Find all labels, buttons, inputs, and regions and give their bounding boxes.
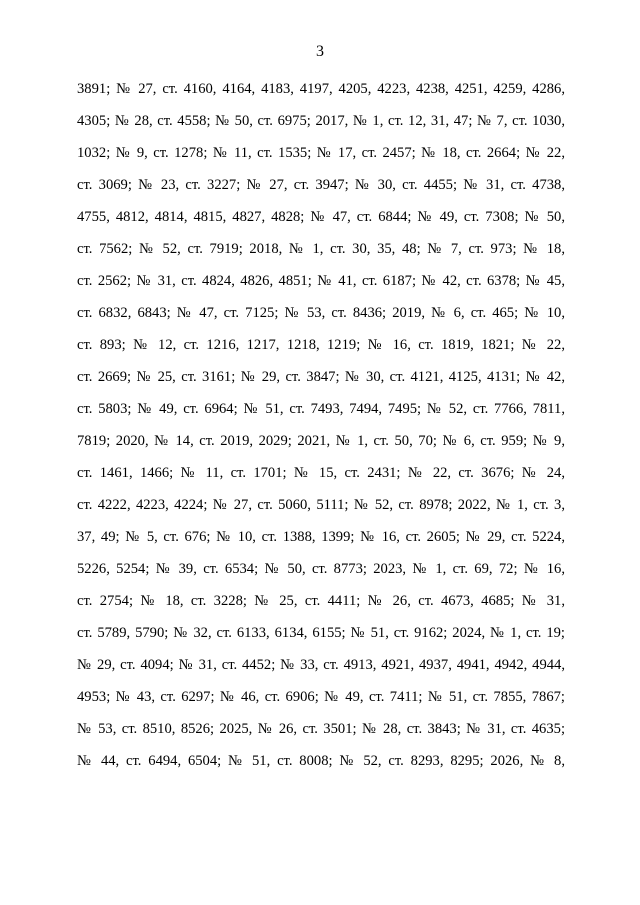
text-line: 4755, 4812, 4814, 4815, 4827, 4828; № 47, ст. 6844; № 49, ст. 7308; № 50, (77, 209, 565, 225)
text-line: ст. 6832, 6843; № 47, ст. 7125; № 53, ст. 8436; 2019, № 6, ст. 465; № 10, (77, 305, 565, 321)
body-text (77, 78, 565, 782)
text-line: 4305; № 28, ст. 4558; № 50, ст. 6975; 2017, № 1, ст. 12, 31, 47; № 7, ст. 1030, (77, 113, 565, 129)
text-line: ст. 2669; № 25, ст. 3161; № 29, ст. 3847; № 30, ст. 4121, 4125, 4131; № 42, (77, 369, 565, 385)
page-number: 3 (316, 43, 324, 60)
text-line: 1032; № 9, ст. 1278; № 11, ст. 1535; № 17, ст. 2457; № 18, ст. 2664; № 22, (77, 145, 565, 161)
text-line: ст. 1461, 1466; № 11, ст. 1701; № 15, ст. 2431; № 22, ст. 3676; № 24, (77, 465, 565, 481)
text-line: 7819; 2020, № 14, ст. 2019, 2029; 2021, № 1, ст. 50, 70; № 6, ст. 959; № 9, (77, 433, 565, 449)
text-line: 4953; № 43, ст. 6297; № 46, ст. 6906; № 49, ст. 7411; № 51, ст. 7855, 7867; (77, 689, 565, 705)
text-line: ст. 5789, 5790; № 32, ст. 6133, 6134, 6155; № 51, ст. 9162; 2024, № 1, ст. 19; (77, 625, 565, 641)
text-line: 5226, 5254; № 39, ст. 6534; № 50, ст. 8773; 2023, № 1, ст. 69, 72; № 16, (77, 561, 565, 577)
text-line: ст. 3069; № 23, ст. 3227; № 27, ст. 3947; № 30, ст. 4455; № 31, ст. 4738, (77, 177, 565, 193)
text-line: ст. 893; № 12, ст. 1216, 1217, 1218, 1219; № 16, ст. 1819, 1821; № 22, (77, 337, 565, 353)
text-line: ст. 2754; № 18, ст. 3228; № 25, ст. 4411; № 26, ст. 4673, 4685; № 31, (77, 593, 565, 609)
text-line: 37, 49; № 5, ст. 676; № 10, ст. 1388, 1399; № 16, ст. 2605; № 29, ст. 5224, (77, 529, 565, 545)
text-line: № 44, ст. 6494, 6504; № 51, ст. 8008; № 52, ст. 8293, 8295; 2026, № 8, (77, 753, 565, 769)
text-line: ст. 4222, 4223, 4224; № 27, ст. 5060, 5111; № 52, ст. 8978; 2022, № 1, ст. 3, (77, 497, 565, 513)
text-line: № 53, ст. 8510, 8526; 2025, № 26, ст. 3501; № 28, ст. 3843; № 31, ст. 4635; (77, 721, 565, 737)
text-line: ст. 7562; № 52, ст. 7919; 2018, № 1, ст. 30, 35, 48; № 7, ст. 973; № 18, (77, 241, 565, 257)
text-line: ст. 5803; № 49, ст. 6964; № 51, ст. 7493, 7494, 7495; № 52, ст. 7766, 7811, (77, 401, 565, 417)
text-line: № 29, ст. 4094; № 31, ст. 4452; № 33, ст. 4913, 4921, 4937, 4941, 4942, 4944, (77, 657, 565, 673)
text-line: ст. 2562; № 31, ст. 4824, 4826, 4851; № 41, ст. 6187; № 42, ст. 6378; № 45, (77, 273, 565, 289)
text-line: 3891; № 27, ст. 4160, 4164, 4183, 4197, 4205, 4223, 4238, 4251, 4259, 4286, (77, 81, 565, 97)
